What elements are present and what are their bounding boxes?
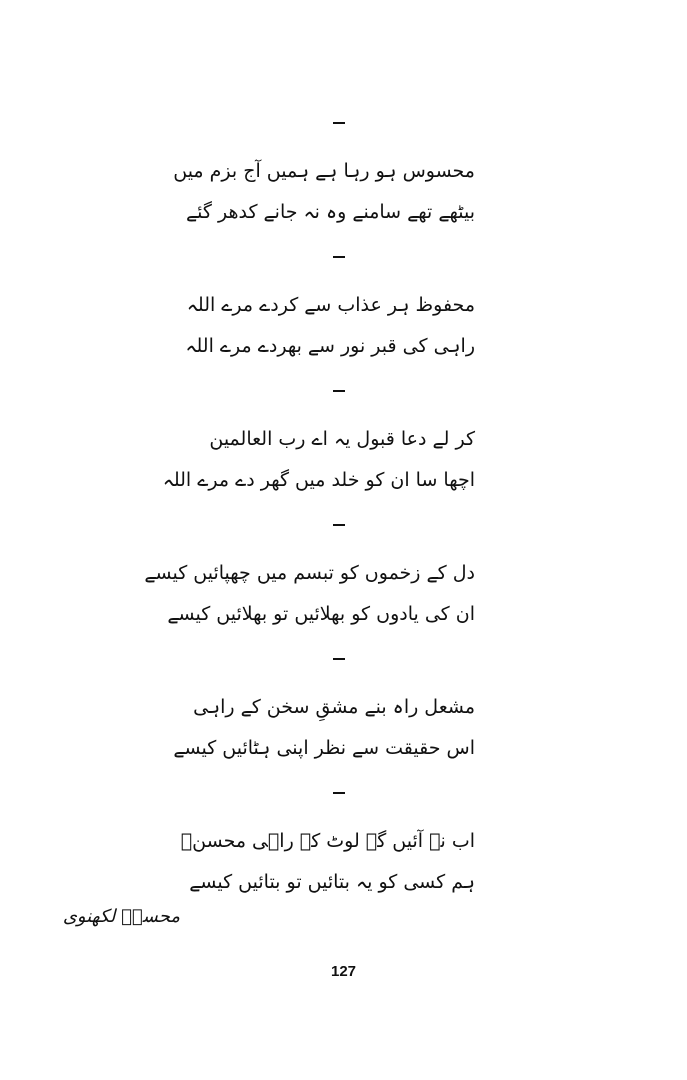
- stanza-separator: [333, 792, 345, 794]
- verse-line: ہم کسی کو یہ بتائیں تو بتائیں کیسے: [189, 871, 475, 893]
- verse-line: بیٹھے تھے سامنے وہ نہ جانے کدھر گئے: [186, 201, 475, 223]
- verse-line: ان کی یادوں کو بھلائیں تو بھلائیں کیسے: [167, 603, 475, 625]
- stanza: [144, 514, 475, 648]
- stanza-separator: [333, 658, 345, 660]
- stanza: [185, 246, 475, 380]
- stanza: [180, 782, 475, 916]
- verse-line: محفوظ ہر عذاب سے کردے مرے اللہ: [186, 294, 475, 316]
- verse-line: محسوس ہو رہا ہے ہمیں آج بزم میں: [173, 160, 475, 182]
- stanza-separator: [333, 524, 345, 526]
- stanza-separator: [333, 256, 345, 258]
- page-number: 127: [330, 963, 357, 980]
- verse-line: اب نہ آئیں گے لوٹ کے راہی محسنؔ: [180, 830, 475, 852]
- verse-line: اچھا سا ان کو خلد میں گھر دے مرے اللہ: [162, 469, 475, 491]
- verse-line: مشعل راہ بنے مشقِ سخن کے راہی: [193, 696, 475, 718]
- stanza-separator: [333, 390, 345, 392]
- verse-line: اس حقیقت سے نظر اپنی ہٹائیں کیسے: [173, 737, 475, 759]
- poem: [144, 112, 475, 916]
- verse-line: راہی کی قبر نور سے بھردے مرے اللہ: [185, 335, 475, 357]
- verse-line: دل کے زخموں کو تبسم میں چھپائیں کیسے: [144, 562, 475, 584]
- stanza: [173, 648, 475, 782]
- stanza-separator: [333, 122, 345, 124]
- stanza: [162, 380, 475, 514]
- author-signature: محسنؔ لکھنوی: [62, 906, 180, 927]
- verse-line: کر لے دعا قبول یہ اے رب العالمین: [209, 428, 475, 450]
- stanza: [173, 112, 475, 246]
